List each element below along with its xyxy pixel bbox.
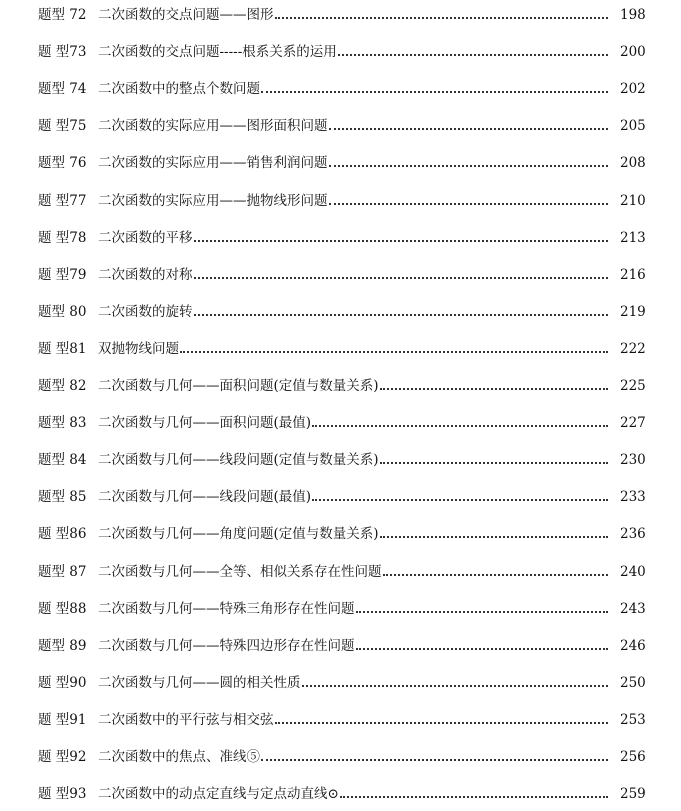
- toc-entry[interactable]: [0, 783, 681, 805]
- entry-title: 二次函数的旋转: [98, 303, 193, 320]
- entry-page-number: 243: [620, 600, 646, 617]
- entry-page-number: 250: [620, 674, 646, 691]
- dot-leader: [329, 203, 609, 205]
- entry-label: 题型 82: [38, 378, 87, 394]
- toc-entry[interactable]: [0, 375, 681, 397]
- entry-label: 题型 85: [38, 489, 87, 506]
- dot-leader: [275, 17, 609, 19]
- entry-body: [98, 783, 610, 805]
- entry-label: 题型 87: [38, 563, 87, 580]
- entry-page-number: 227: [620, 415, 646, 432]
- entry-title: 二次函数与几何——线段问题(定值与数量关系): [98, 452, 379, 469]
- entry-title: 二次函数中的整点个数问题: [98, 81, 260, 98]
- entry-body: [98, 190, 610, 212]
- entry-title: 二次函数与几何——特殊四边形存在性问题: [98, 637, 355, 654]
- toc-entry[interactable]: [0, 264, 681, 286]
- entry-label: 题 型93: [38, 786, 87, 803]
- toc-entry[interactable]: [0, 672, 681, 694]
- toc-entry[interactable]: [0, 561, 681, 583]
- dot-leader: [261, 759, 608, 761]
- entry-body: [98, 523, 610, 545]
- dot-leader: [329, 165, 609, 167]
- entry-label: 题型 74: [38, 81, 87, 98]
- entry-title: 二次函数与几何——角度问题(定值与数量关系): [98, 526, 379, 543]
- entry-body: [98, 635, 610, 657]
- toc-entry[interactable]: [0, 746, 681, 768]
- entry-label: 题 型90: [38, 674, 87, 691]
- toc-entry[interactable]: [0, 301, 681, 323]
- dot-leader: [312, 499, 608, 501]
- entry-body: [98, 78, 610, 100]
- entry-body: [98, 152, 610, 174]
- entry-body: [98, 227, 610, 249]
- entry-page-number: 230: [620, 452, 646, 469]
- toc-entry[interactable]: [0, 78, 681, 100]
- entry-page-number: 246: [620, 637, 646, 654]
- toc-entry[interactable]: [0, 115, 681, 137]
- entry-label: 题型 84: [38, 452, 87, 469]
- entry-title: 二次函数中的动点定直线与定点动直线⊙: [98, 786, 339, 803]
- toc-entry[interactable]: [0, 486, 681, 508]
- entry-label: 题型 83: [38, 415, 87, 432]
- toc-entry[interactable]: [0, 152, 681, 174]
- entry-title: 二次函数与几何——面积问题(最值): [98, 415, 312, 432]
- entry-title: 二次函数的实际应用——图形面积问题: [98, 118, 328, 135]
- entry-page-number: 233: [620, 489, 646, 506]
- entry-label: 题 型81: [38, 340, 87, 357]
- dot-leader: [356, 648, 609, 650]
- entry-body: [98, 672, 610, 694]
- entry-label: 题型 76: [38, 155, 87, 172]
- toc-entry[interactable]: [0, 41, 681, 63]
- dot-leader: [380, 388, 608, 390]
- dot-leader: [356, 611, 609, 613]
- entry-page-number: 210: [620, 192, 646, 209]
- entry-body: [98, 709, 610, 731]
- entry-title: 二次函数与几何——圆的相关性质: [98, 674, 301, 691]
- toc-entry[interactable]: [0, 709, 681, 731]
- dot-leader: [380, 462, 608, 464]
- entry-label: 题 型92: [38, 749, 87, 765]
- entry-title: 二次函数的交点问题-----根系关系的运用: [98, 44, 337, 61]
- entry-title: 二次函数的对称: [98, 266, 193, 283]
- entry-title: 二次函数中的平行弦与相交弦: [98, 711, 274, 728]
- dot-leader: [338, 54, 608, 56]
- toc-entry[interactable]: [0, 598, 681, 620]
- dot-leader: [275, 722, 609, 724]
- entry-page-number: 208: [620, 155, 646, 172]
- entry-label: 题型 89: [38, 637, 87, 654]
- entry-title: 二次函数与几何——全等、相似关系存在性问题: [98, 563, 382, 580]
- entry-body: [98, 338, 610, 360]
- entry-page-number: 236: [620, 526, 646, 543]
- entry-page-number: 205: [620, 118, 646, 135]
- entry-body: [98, 486, 610, 508]
- dot-leader: [194, 277, 609, 279]
- dot-leader: [180, 351, 608, 353]
- dot-leader: [312, 425, 608, 427]
- entry-body: [98, 449, 610, 471]
- entry-body: [98, 264, 610, 286]
- entry-label: 题 型75: [38, 118, 87, 135]
- entry-label: 题 型73: [38, 44, 87, 61]
- entry-label: 题 型86: [38, 526, 87, 543]
- toc-entry[interactable]: [0, 4, 681, 26]
- dot-leader: [302, 685, 609, 687]
- toc-entry[interactable]: [0, 412, 681, 434]
- entry-page-number: 225: [620, 378, 646, 394]
- entry-page-number: 256: [620, 749, 646, 765]
- dot-leader: [383, 574, 609, 576]
- entry-page-number: 219: [620, 303, 646, 320]
- entry-page-number: 202: [620, 81, 646, 98]
- entry-body: [98, 115, 610, 137]
- entry-title: 二次函数的平移: [98, 229, 193, 246]
- toc-entry[interactable]: [0, 635, 681, 657]
- entry-title: 双抛物线问题: [98, 340, 179, 357]
- entry-body: [98, 41, 610, 63]
- entry-page-number: 253: [620, 711, 646, 728]
- entry-page-number: 198: [620, 7, 646, 23]
- entry-title: 二次函数的实际应用——销售利润问题: [98, 155, 328, 172]
- entry-body: [98, 301, 610, 323]
- entry-body: [98, 561, 610, 583]
- entry-title: 二次函数的交点问题——图形: [98, 7, 274, 23]
- dot-leader: [380, 536, 608, 538]
- dot-leader: [340, 796, 608, 798]
- entry-label: 题 型88: [38, 600, 87, 617]
- entry-page-number: 200: [620, 44, 646, 61]
- dot-leader: [261, 91, 608, 93]
- entry-title: 二次函数中的焦点、准线⑤: [98, 749, 260, 765]
- entry-label: 题型 80: [38, 303, 87, 320]
- entry-body: [98, 412, 610, 434]
- entry-title: 二次函数与几何——特殊三角形存在性问题: [98, 600, 355, 617]
- entry-title: 二次函数与几何——面积问题(定值与数量关系): [98, 378, 379, 394]
- entry-label: 题型 72: [38, 7, 87, 23]
- toc-entry[interactable]: [0, 449, 681, 471]
- toc-entry[interactable]: [0, 338, 681, 360]
- entry-title: 二次函数与几何——线段问题(最值): [98, 489, 312, 506]
- toc-entry[interactable]: [0, 523, 681, 545]
- entry-body: [98, 746, 610, 768]
- toc-entry[interactable]: [0, 190, 681, 212]
- entry-page-number: 240: [620, 563, 646, 580]
- entry-body: [98, 4, 610, 26]
- toc-entry[interactable]: [0, 227, 681, 249]
- entry-page-number: 222: [620, 340, 646, 357]
- dot-leader: [194, 314, 609, 316]
- entry-page-number: 259: [620, 786, 646, 803]
- entry-label: 题 型77: [38, 192, 87, 209]
- dot-leader: [194, 240, 609, 242]
- entry-label: 题 型79: [38, 266, 87, 283]
- entry-page-number: 216: [620, 266, 646, 283]
- entry-page-number: 213: [620, 229, 646, 246]
- entry-label: 题 型78: [38, 229, 87, 246]
- entry-label: 题 型91: [38, 711, 87, 728]
- entry-body: [98, 375, 610, 397]
- entry-body: [98, 598, 610, 620]
- dot-leader: [329, 128, 609, 130]
- entry-title: 二次函数的实际应用——抛物线形问题: [98, 192, 328, 209]
